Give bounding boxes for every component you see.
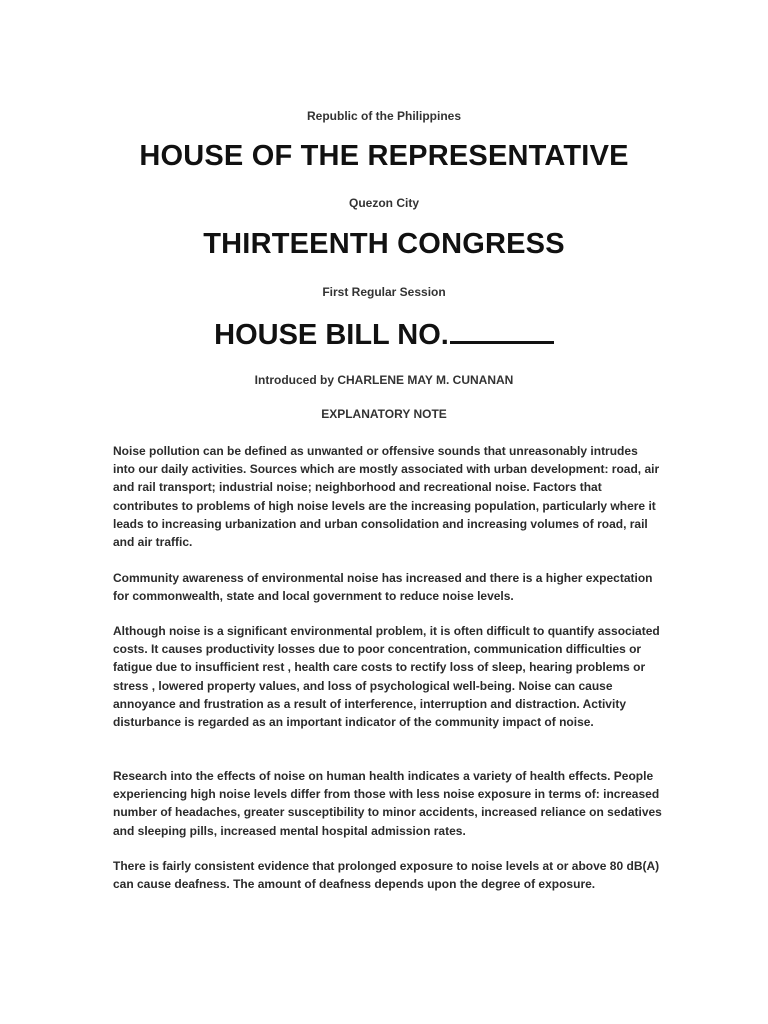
explanatory-note-title: EXPLANATORY NOTE [321, 407, 447, 421]
paragraph-3: Although noise is a significant environmental problem, it is often difficult to quantify associated costs. It causes productivity losses due to poor concentration, communication difficulties or fatigue due to insufficient rest , health care costs to rectify loss of sleep, hearing problems or stress , lowered property values, and loss of psychological well-being. Noise can cause annoyance and frustration as a result of interference, interruption and distraction. Activity disturbance is regarded as an important indicator of the community impact of noise. [113, 624, 660, 730]
session-heading: First Regular Session [322, 285, 446, 299]
house-heading: HOUSE OF THE REPRESENTATIVE [139, 140, 629, 172]
introduced-by-line: Introduced by CHARLENE MAY M. CUNANAN [254, 373, 514, 387]
paragraph-2: Community awareness of environmental noise has increased and there is a higher expectation for commonwealth, state and local government to reduce noise levels. [113, 571, 653, 604]
bill-number-heading [0, 317, 768, 352]
city-heading: Quezon City [348, 196, 419, 210]
congress-heading: THIRTEENTH CONGRESS [203, 228, 565, 260]
bill-label: HOUSE BILL NO. [214, 319, 449, 351]
republic-heading: Republic of the Philippines [306, 109, 461, 123]
paragraph-4: Research into the effects of noise on human health indicates a variety of health effects. People experiencing high noise levels differ from those with less noise exposure in terms of: increased number of headaches, greater susceptibility to minor accidents, increased reliance on sedatives and sleeping pills, increased mental hospital admission rates. [113, 769, 662, 838]
bill-number-blank [450, 317, 554, 344]
paragraph-1: Noise pollution can be defined as unwanted or offensive sounds that unreasonably intrudes into our daily activities. Sources which are mostly associated with urban development: road, air and rail transport; industrial noise; neighborhood and recreational noise. Factors that contributes to problems of high noise levels are the increasing population, particularly where it leads to increasing urbanization and urban consolidation and increasing volumes of road, rail and air traffic. [113, 444, 660, 550]
paragraph-5: There is fairly consistent evidence that prolonged exposure to noise levels at or above 80 dB(A) can cause deafness. The amount of deafness depends upon the degree of exposure. [113, 859, 660, 892]
